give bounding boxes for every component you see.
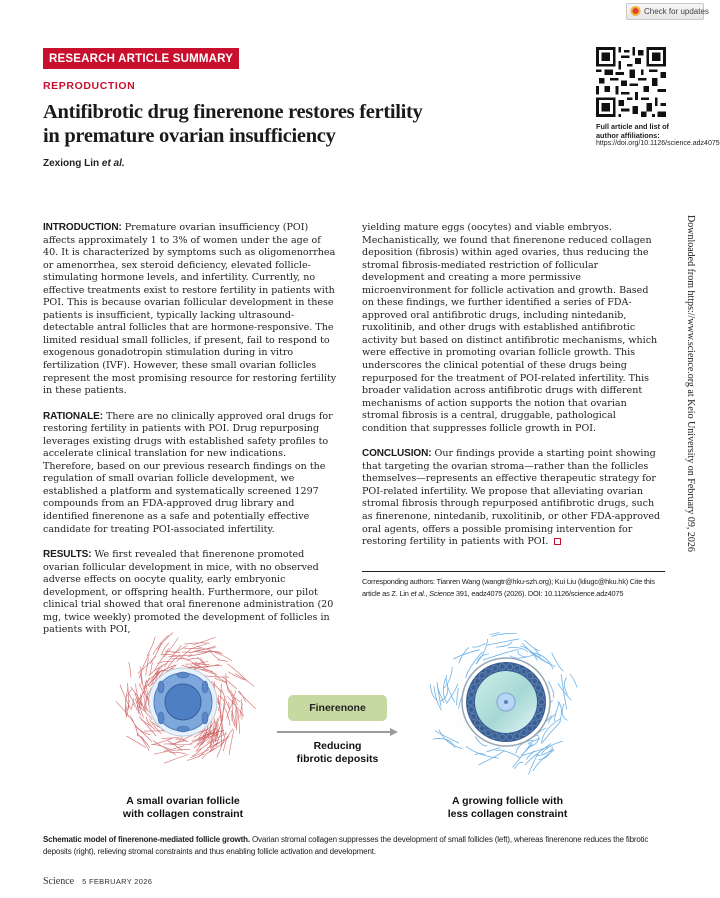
rationale-text: There are no clinically approved oral drugs for restoring fertility in patients with POI. Drug repurposing leverages existing drugs with established safety profiles to accelerate clinical translation for new indications. Therefore, based on our previous research findings on the regulation of small ovarian follicle development, we established a platform and systematically screened 1297 compounds from an FDA-approved drug library and identified finerenone as a safe and potentially effective candidate for treating POI-associated infertility.: [43, 410, 333, 535]
results-text-part2: yielding mature eggs (oocytes) and viable embryos. Mechanistically, we found that finerenone reduced collagen deposition (fibrosis) within aged ovaries, thus reducing the stromal fibrosis-mediated restriction of follicular development and creating a more permissive microenvironment for follicle activation and growth. Based on these findings, we further identified a series of FDA-approved oral antifibrotic drugs, including nintedanib, ruxolitinib, and other drugs with established antifibrotic activity but based on distinct antifibrotic mechanisms, which were effective in promoting ovarian follicle growth. This underscores the clinical potential of these drugs being repurposed for the treatment of POI-related infertility. This broader validation across antifibrotic drugs with different mechanisms of action supports the notion that ovarian stromal fibrosis is a central, druggable, pathological condition that suppresses follicle growth in POI.: [362, 222, 658, 434]
arrow-label: [277, 740, 398, 765]
caption-text: Ovarian stromal collagen suppresses the development of small follicles (left), whereas finerenone reduces the fibrotic deposits (right), relieving stromal constraints and thus enabling follicle activation and development.: [43, 835, 649, 856]
results-paragraph: [43, 549, 338, 637]
introduction-heading: INTRODUCTION:: [43, 222, 122, 233]
qr-caption: [596, 122, 720, 149]
small-follicle-illustration: [116, 633, 256, 765]
figure-caption: [43, 834, 673, 858]
issue-date: 5 FEBRUARY 2026: [82, 877, 153, 886]
results-continued-paragraph: [362, 222, 662, 435]
summary-column-left: [43, 222, 338, 650]
results-text-part1: We first revealed that finerenone promoted ovarian follicular development in mice, with no observed adverse effects on oocyte quality, early embryonic development, or offspring health. Furthermore, our pilot clinical trial showed that oral finerenone administration (20 mg, twice weekly) promoted the development of follicles in patients with POI,: [43, 549, 334, 636]
corr-text: Corresponding authors: Tianren Wang (wangtr@hku-szh.org); Kui Liu (kliugc@hku.hk) Cite this article as Z. Lin: [362, 577, 655, 598]
qr-caption-heading: Full article and list of author affiliations:: [596, 122, 669, 140]
crossmark-icon: [630, 6, 641, 17]
divider: [362, 571, 665, 572]
arrow-right-icon: [277, 728, 398, 736]
rationale-paragraph: [43, 411, 338, 536]
introduction-paragraph: [43, 222, 338, 398]
arrow-label-line1: Reducing: [313, 740, 362, 752]
qr-code-icon[interactable]: [596, 47, 666, 117]
right-label-line1: A growing follicle with: [451, 795, 564, 807]
results-heading: RESULTS:: [43, 549, 92, 561]
conclusion-text: Our findings provide a starting point showing that targeting the ovarian stroma—rather than the follicles themselves—represents an effective therapeutic strategy for POI-related infertility. We propose that alleviating ovarian stromal fibrosis through repurposed antifibrotic drugs, such as finerenone, nintedanib, ruxolitinib, or other FDA-approved oral agents, offers a possible promising intervention for restoring fertility in patients with POI.: [362, 448, 661, 548]
page-footer: [43, 876, 152, 887]
schematic-figure: [0, 630, 707, 820]
end-of-article-icon: [554, 538, 561, 545]
right-label-line2: less collagen constraint: [447, 807, 568, 820]
journal-name: Science: [43, 876, 75, 887]
right-follicle-label: [440, 795, 575, 820]
article-type-banner: RESEARCH ARTICLE SUMMARY: [43, 48, 239, 69]
corr-journal: Science: [429, 588, 455, 598]
collagen-fiber: [489, 632, 499, 634]
rationale-heading: RATIONALE:: [43, 410, 103, 422]
section-label: REPRODUCTION: [43, 80, 136, 92]
corresponding-authors: Corresponding authors: Tianren Wang (wangtr@hku-szh.org); Kui Liu (kliugc@hku.hk) Cite this article as Z. Lin et al., Science 391, eadz4075 (2026). DOI: 10.1126/science.adz4075: [362, 577, 655, 598]
corr-citation: 391, eadz4075 (2026). DOI: 10.1126/science.adz4075: [454, 588, 624, 598]
article-title: Antifibrotic drug finerenone restores fertility in premature ovarian insufficiency: [43, 101, 423, 147]
author-name: Zexiong Lin: [43, 158, 100, 169]
arrow-label-line2: fibrotic deposits: [296, 752, 379, 765]
oocyte-nucleus: [504, 700, 508, 704]
left-label-line2: with collagen constraint: [122, 807, 244, 820]
author-line: [43, 158, 125, 169]
qr-modules: [596, 47, 666, 117]
et-al: et al.: [101, 158, 125, 169]
download-stamp: Downloaded from https://www.science.org at Keio University on February 09, 2026: [685, 215, 696, 552]
check-for-updates-button[interactable]: [626, 3, 709, 20]
check-for-updates-label: Check for updates: [644, 7, 709, 16]
growing-follicle-illustration: [430, 632, 577, 774]
caption-title: Schematic model of finerenone-mediated follicle growth.: [43, 835, 250, 844]
left-follicle-label: [118, 795, 248, 820]
left-label-line1: A small ovarian follicle: [126, 795, 240, 807]
finerenone-box: Finerenone: [288, 695, 387, 721]
doi-link[interactable]: https://doi.org/10.1126/science.adz4075: [596, 140, 720, 147]
oocyte: [165, 684, 201, 720]
corr-et-al: et al.: [410, 588, 426, 598]
summary-column-right: [362, 222, 662, 562]
conclusion-heading: CONCLUSION:: [362, 448, 432, 460]
introduction-text: Premature ovarian insufficiency (POI) affects approximately 1 to 3% of women under the age of 40. It is characterized by symptoms such as oligomenorrhea or amenorrhea, sex steroid deficiency, elevated follicle-stimulating hormone levels, and infertility. Currently, no effective treatments exist to restore fertility in patients with POI. This is because ovarian follicular development in these patients is insufficient, typically lacking ultrasound-detectable antral follicles that are hormone-responsive. The limited residual small follicles, if present, fail to respond to exogenous gonadotropin stimulation during in vitro fertilization (IVF). However, these small ovarian follicles represent the most promising resource for restoring fertility in these patients.: [43, 222, 337, 397]
conclusion-paragraph: [362, 448, 662, 548]
